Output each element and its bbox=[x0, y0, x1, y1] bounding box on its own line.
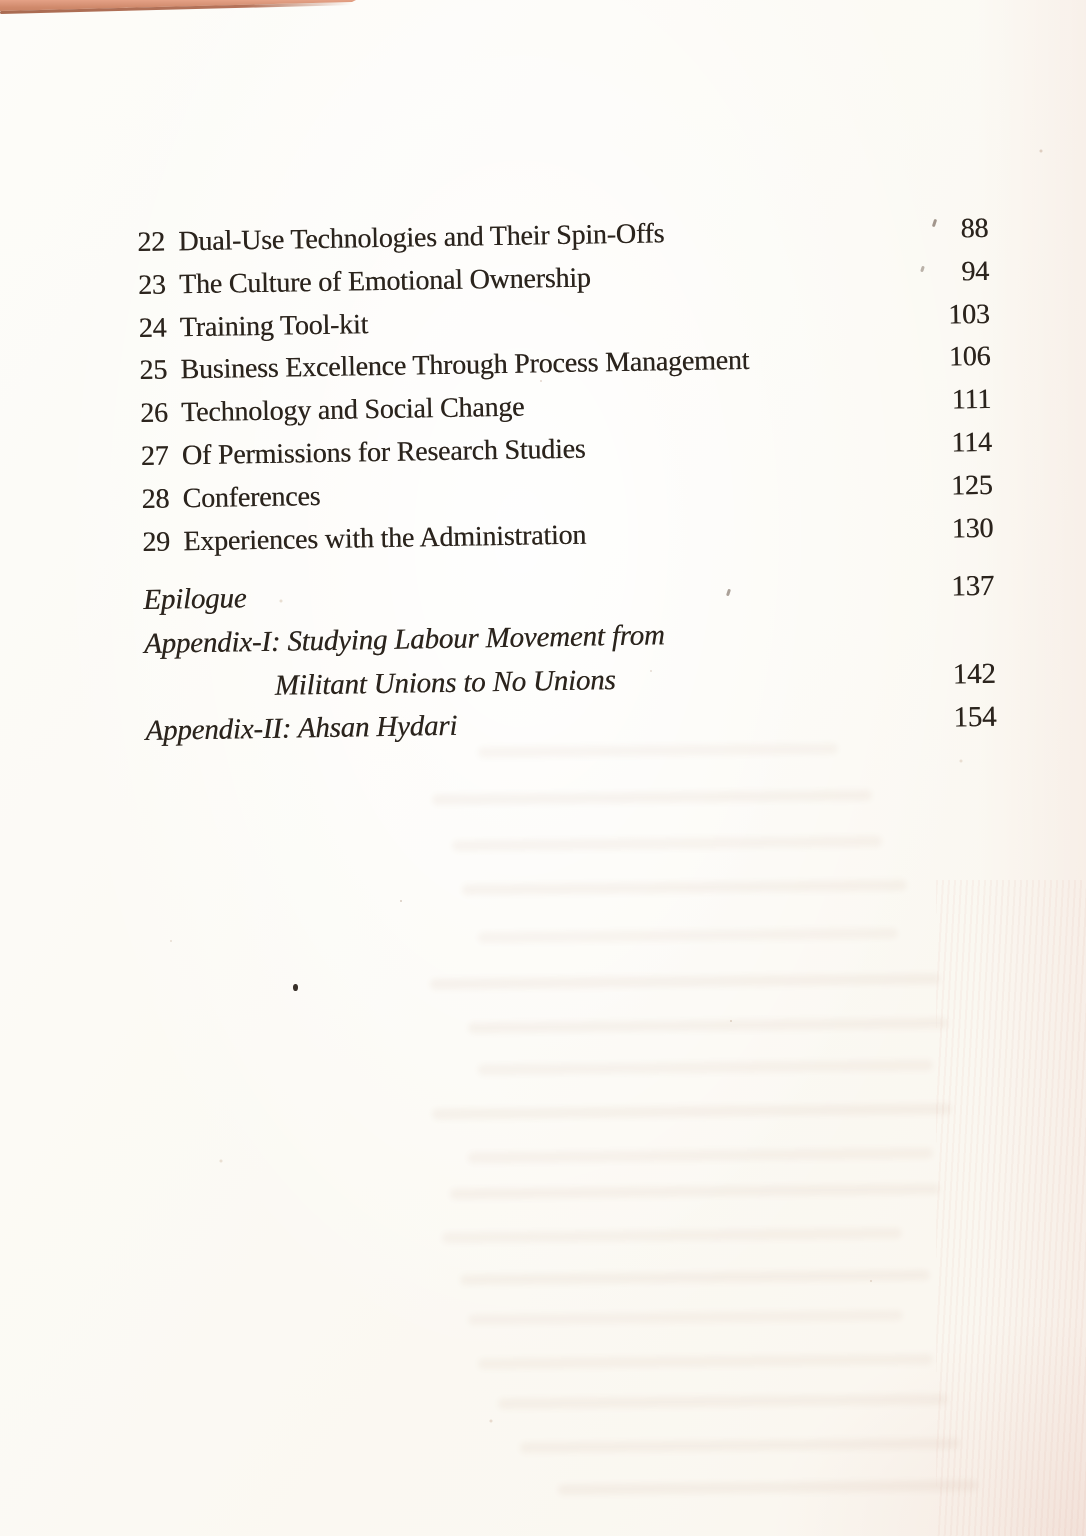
toc-chapter-list bbox=[137, 208, 994, 564]
bleedthrough-line bbox=[432, 1103, 952, 1119]
chapter-page-number: 111 bbox=[951, 384, 992, 416]
chapter-title: Experiences with the Administration bbox=[183, 519, 587, 557]
chapter-page-number: 94 bbox=[961, 255, 990, 288]
chapter-title: Of Permissions for Research Studies bbox=[181, 433, 586, 472]
bleedthrough-line bbox=[468, 1017, 948, 1033]
bleedthrough-line bbox=[442, 1228, 902, 1244]
bleedthrough-line bbox=[478, 928, 898, 943]
ink-speck bbox=[293, 984, 298, 991]
chapter-page-number: 103 bbox=[947, 298, 990, 331]
bleedthrough-line bbox=[430, 973, 940, 989]
chapter-page-number: 130 bbox=[951, 512, 994, 545]
chapter-title: Business Excellence Through Process Management bbox=[180, 345, 750, 386]
chapter-number: 25 bbox=[139, 354, 168, 387]
chapter-title: The Culture of Emotional Ownership bbox=[178, 262, 591, 301]
chapter-title: Dual-Use Technologies and Their Spin-Offs bbox=[178, 218, 665, 258]
bleedthrough-line bbox=[468, 1148, 933, 1164]
bleedthrough-line bbox=[452, 836, 882, 852]
paper-flecks bbox=[400, 900, 402, 902]
chapter-title: Conferences bbox=[182, 480, 321, 515]
chapter-number: 23 bbox=[137, 269, 166, 301]
chapter-page-number: 88 bbox=[960, 212, 989, 245]
bleedthrough-line bbox=[462, 880, 907, 896]
back-matter-title: Epilogue bbox=[143, 582, 247, 617]
bleedthrough-line bbox=[478, 1354, 933, 1370]
paper-corner-tint bbox=[766, 1316, 1086, 1536]
bleedthrough-line bbox=[432, 790, 872, 806]
bleedthrough-line bbox=[558, 1480, 978, 1495]
bleedthrough-line bbox=[520, 1438, 960, 1454]
chapter-title: Training Tool-kit bbox=[179, 308, 369, 343]
chapter-number: 29 bbox=[142, 526, 171, 558]
back-matter-page-number: 154 bbox=[953, 700, 997, 734]
paper-streak-texture bbox=[936, 880, 1086, 1536]
bleedthrough-line bbox=[478, 1060, 933, 1076]
bleedthrough-line bbox=[468, 1310, 903, 1326]
back-matter-title: Militant Unions to No Unions bbox=[274, 663, 616, 702]
chapter-number: 24 bbox=[138, 312, 167, 344]
toc-back-matter bbox=[143, 565, 997, 753]
table-of-contents bbox=[137, 208, 997, 754]
back-matter-page-number bbox=[925, 639, 995, 640]
bleedthrough-line bbox=[460, 1270, 930, 1286]
chapter-number: 27 bbox=[140, 440, 169, 472]
chapter-number: 28 bbox=[141, 483, 170, 515]
chapter-page-number: 114 bbox=[951, 426, 993, 459]
back-matter-title: Appendix-II: Ahsan Hydari bbox=[145, 709, 458, 748]
back-matter-title: Appendix-I: Studying Labour Movement from bbox=[143, 619, 665, 660]
chapter-number: 22 bbox=[137, 226, 166, 258]
bleedthrough-line bbox=[450, 1183, 940, 1199]
chapter-number: 26 bbox=[139, 397, 169, 430]
back-matter-page-number: 142 bbox=[952, 657, 996, 691]
bleedthrough-line bbox=[498, 1394, 948, 1410]
back-matter-page-number: 137 bbox=[950, 570, 995, 603]
chapter-page-number: 125 bbox=[950, 469, 993, 502]
chapter-page-number: 106 bbox=[948, 341, 991, 373]
chapter-title: Technology and Social Change bbox=[180, 391, 525, 429]
